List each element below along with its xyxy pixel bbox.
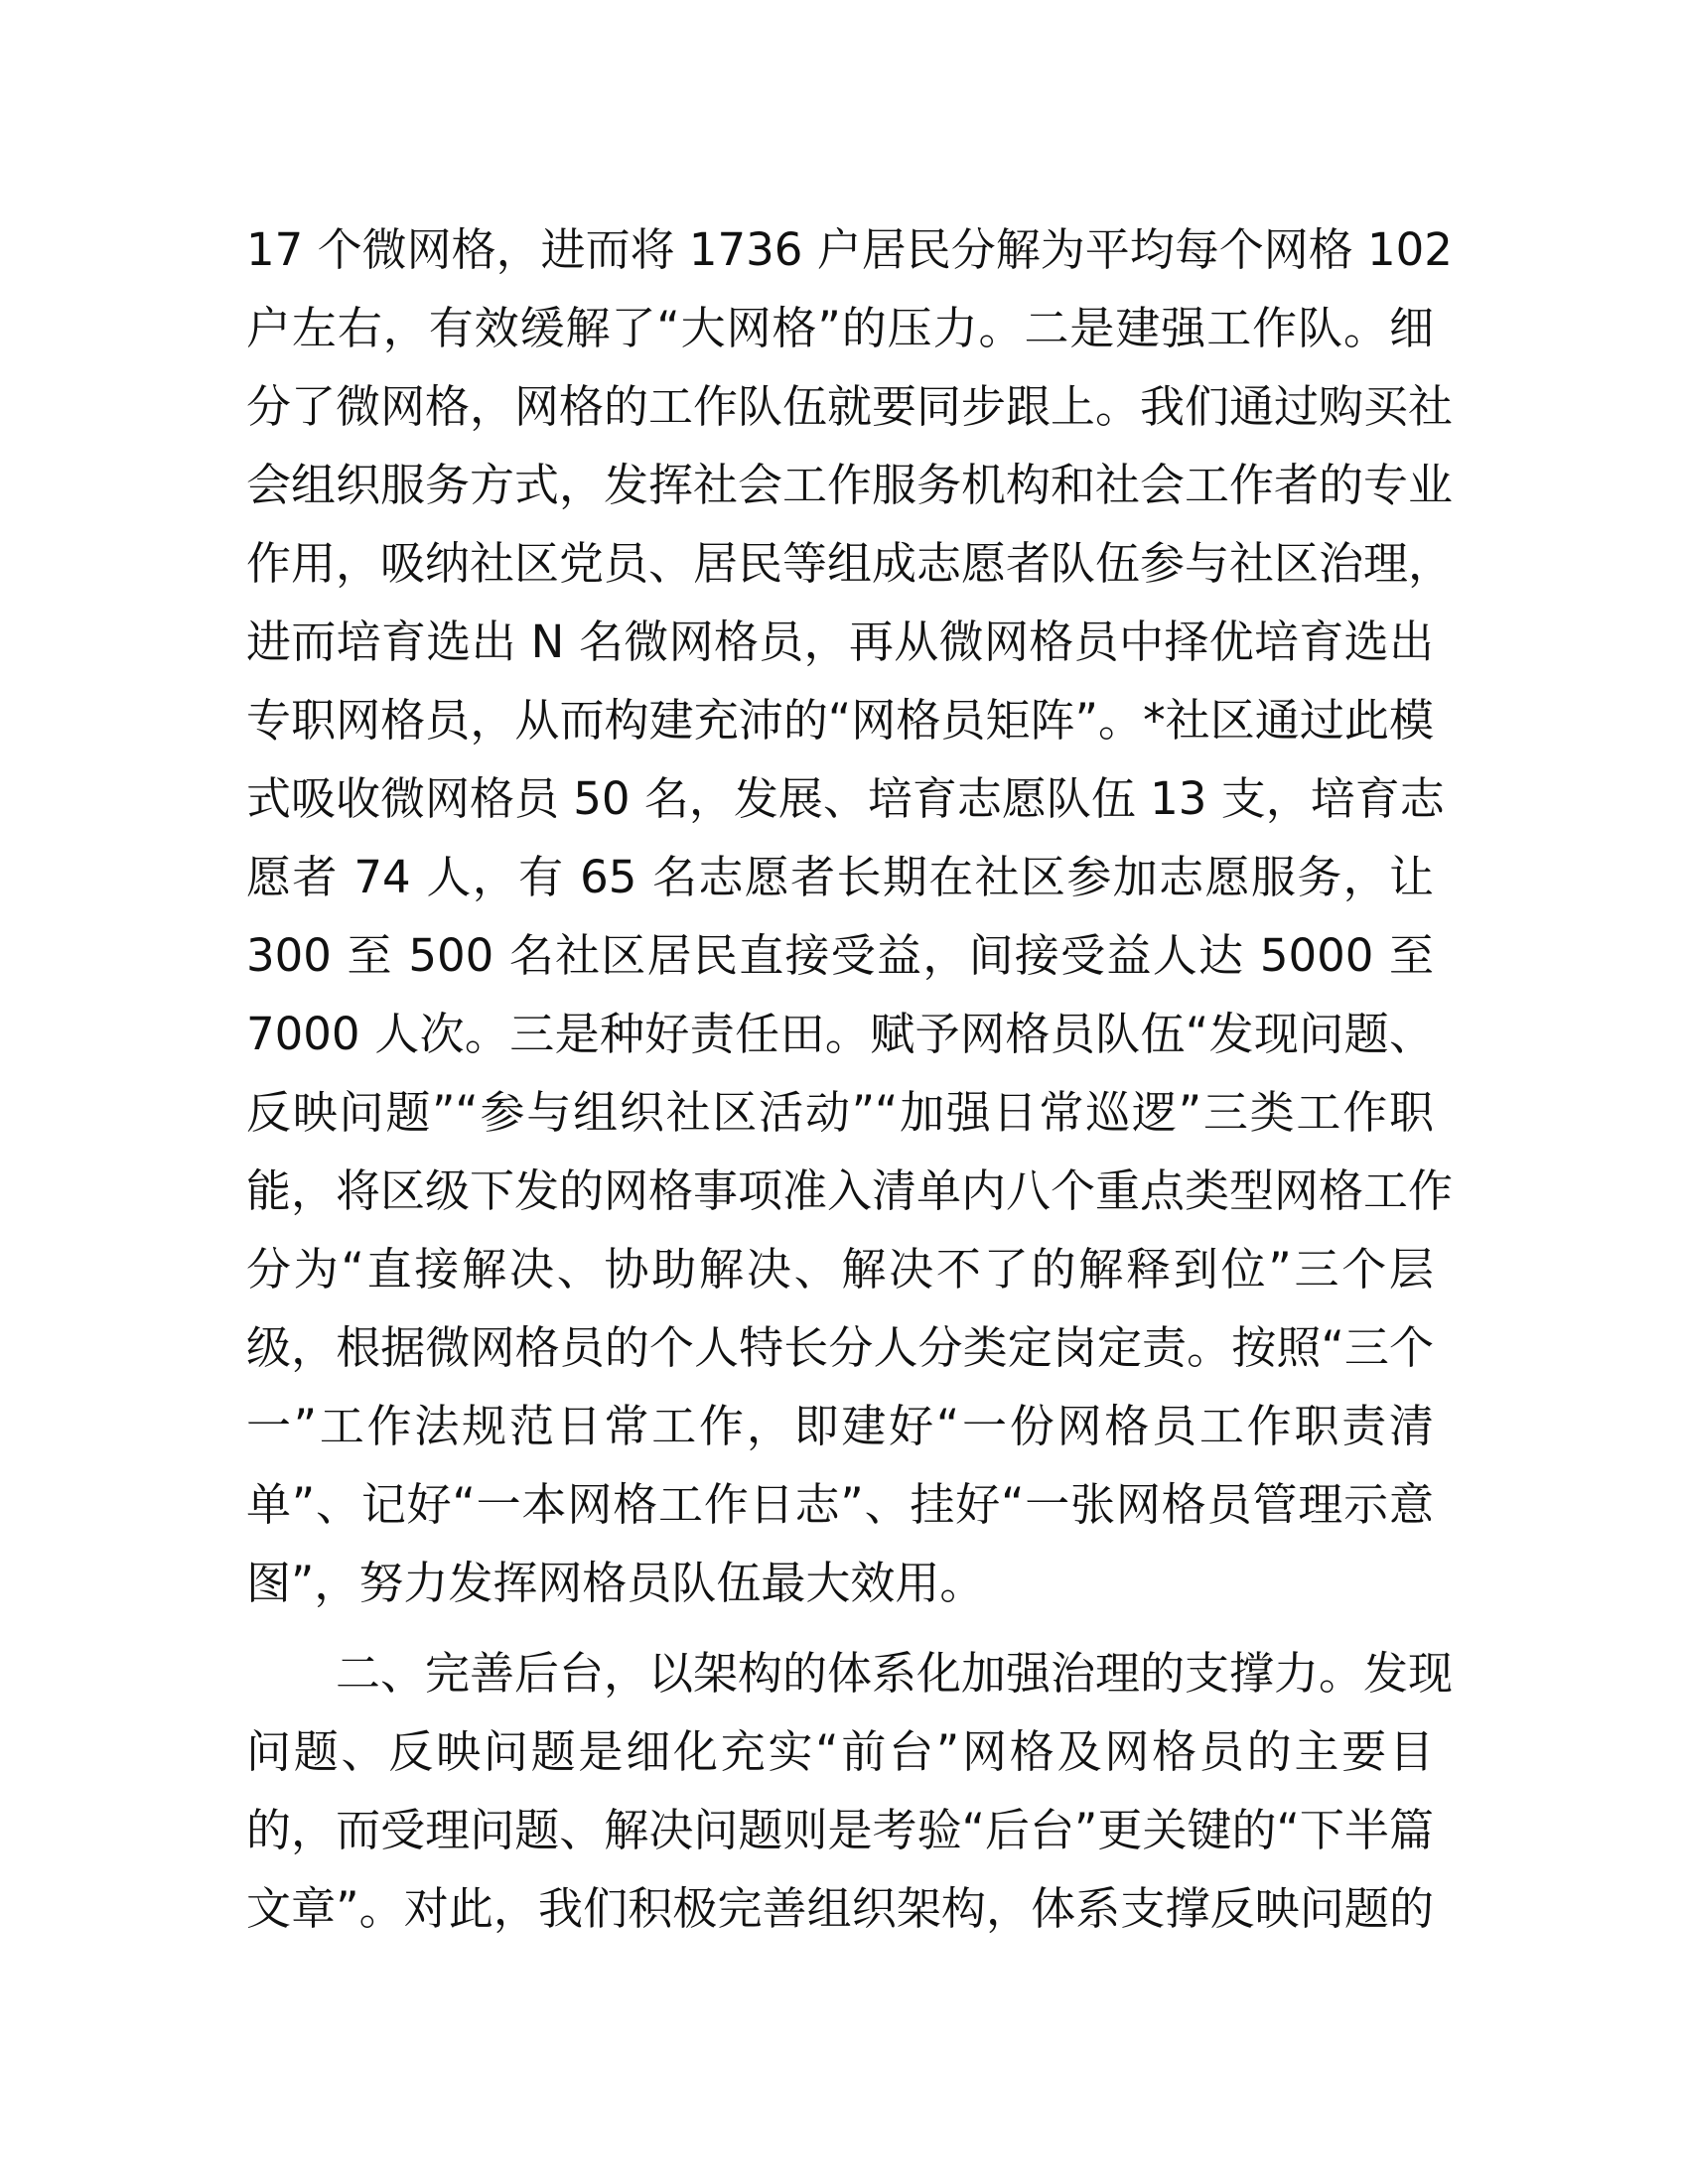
text-line: 作用，吸纳社区党员、居民等组成志愿者队伍参与社区治理， <box>246 537 1454 590</box>
text-line: 进而培育选出 N 名微网格员，再从微网格员中择优培育选出 <box>246 615 1434 668</box>
text-line: 问题、反映问题是细化充实“前台”网格及网格员的主要目 <box>246 1725 1434 1778</box>
text-line: 式吸收微网格员 50 名，发展、培育志愿队伍 13 支，培育志 <box>246 772 1445 825</box>
text-line: 17 个微网格，进而将 1736 户居民分解为平均每个网格 102 <box>246 223 1453 276</box>
text-line: 户左右，有效缓解了“大网格”的压力。二是建强工作队。细 <box>246 302 1434 354</box>
text-line: 300 至 500 名社区居民直接受益，间接受益人达 5000 至 <box>246 929 1434 982</box>
text-line: 一”工作法规范日常工作，即建好“一份网格员工作职责清 <box>246 1400 1434 1452</box>
text-line: 的，而受理问题、解决问题则是考验“后台”更关键的“下半篇 <box>246 1804 1434 1856</box>
paragraph-1 <box>246 210 1454 1622</box>
text-line: 二、完善后台，以架构的体系化加强治理的支撑力。发现 <box>246 1647 1454 1700</box>
text-line: 分为“直接解决、协助解决、解决不了的解释到位”三个层 <box>246 1243 1434 1296</box>
text-line: 级，根据微网格员的个人特长分人分类定岗定责。按照“三个 <box>246 1321 1434 1374</box>
text-line: 分了微网格，网格的工作队伍就要同步跟上。我们通过购买社 <box>246 380 1454 433</box>
text-line: 愿者 74 人，有 65 名志愿者长期在社区参加志愿服务，让 <box>246 851 1434 903</box>
text-line: 会组织服务方式，发挥社会工作服务机构和社会工作者的专业 <box>246 459 1454 511</box>
text-line: 文章”。对此，我们积极完善组织架构，体系支撑反映问题的 <box>246 1882 1434 1935</box>
text-line: 专职网格员，从而构建充沛的“网格员矩阵”。*社区通过此模 <box>246 694 1434 747</box>
text-line: 反映问题”“参与组织社区活动”“加强日常巡逻”三类工作职 <box>246 1086 1434 1139</box>
document-body <box>246 210 1454 1948</box>
text-line: 7000 人次。三是种好责任田。赋予网格员队伍“发现问题、 <box>246 1008 1434 1060</box>
paragraph-2 <box>246 1634 1454 1948</box>
text-line: 能，将区级下发的网格事项准入清单内八个重点类型网格工作 <box>246 1164 1454 1217</box>
paragraph-spacer <box>246 1622 1434 1634</box>
text-line: 图”，努力发挥网格员队伍最大效用。 <box>246 1557 985 1609</box>
text-line: 单”、记好“一本网格工作日志”、挂好“一张网格员管理示意 <box>246 1478 1434 1531</box>
